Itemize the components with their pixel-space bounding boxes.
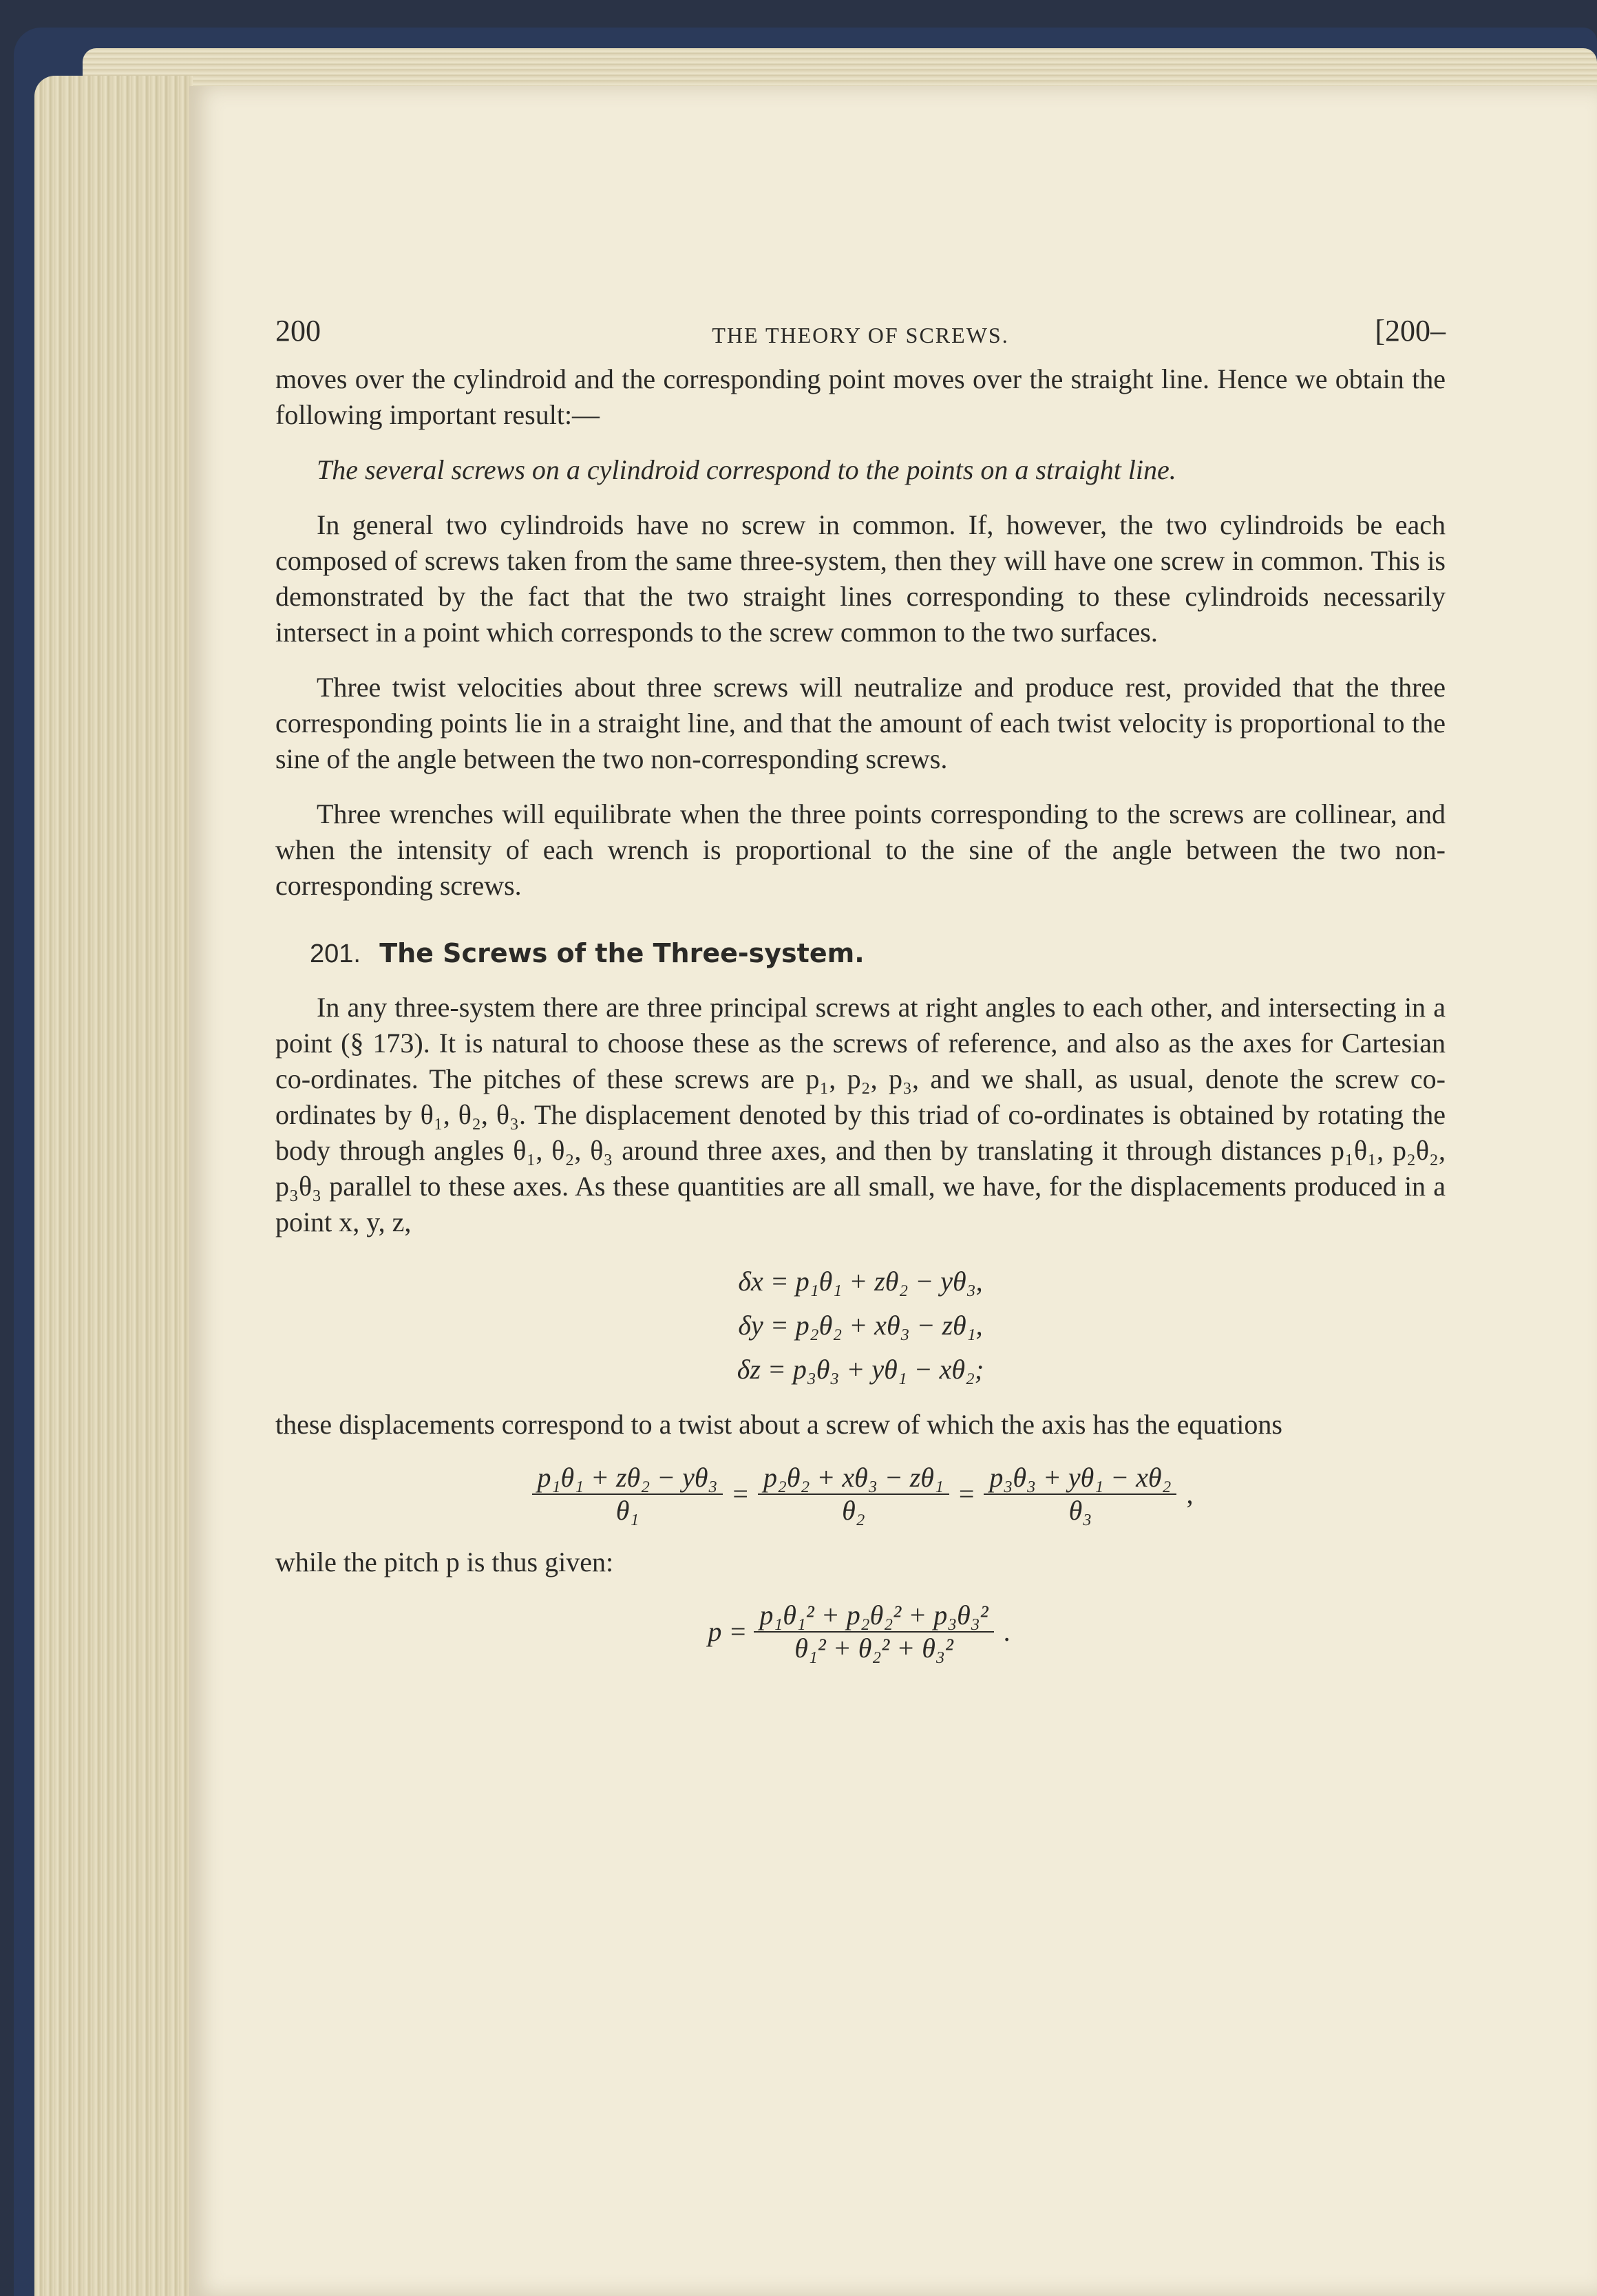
page-content — [275, 313, 1446, 1682]
equals-sign: = — [958, 1478, 975, 1509]
numerator: p₂θ₂ + xθ₃ − zθ₁ — [758, 1462, 949, 1495]
axis-equations — [275, 1462, 1446, 1527]
equation: δz = p₃θ₃ + yθ₁ − xθ₂; — [737, 1354, 984, 1385]
paragraph: Three twist velocities about three screws will neutralize and produce rest, provided that the three corresponding points lie in a straight line, and that the amount of each twist velocity is proportional to the sine of the angle between the two non-corresponding screws. — [275, 672, 1446, 774]
paragraph: In any three-system there are three principal screws at right angles to each other, and intersecting in a point (§ 173). It is natural to choose these as the screws of reference, and also as the axes for Cartesian co-ordinates. The pitches of these screws are p₁, p₂, p₃, and we shall, as usual, denote the screw co-ordinates by θ₁, θ₂, θ₃. The displacement denoted by this triad of co-ordinates is obtained by rotating the body through angles θ₁, θ₂, θ₃ around three axes, and then by translating it through distances p₁θ₁, p₂θ₂, p₃θ₃ parallel to these axes. As these quantities are all small, we have, for the displacements produced in a point x, y, z, — [275, 992, 1446, 1237]
numerator: p₃θ₃ + yθ₁ − xθ₂ — [984, 1462, 1176, 1495]
fraction — [532, 1462, 723, 1527]
paragraph: while the pitch p is thus given: — [275, 1546, 614, 1577]
period: . — [1003, 1616, 1011, 1647]
section-number: 201. — [310, 939, 361, 968]
equation: δy = p₂θ₂ + xθ₃ − zθ₁, — [738, 1310, 983, 1341]
fraction — [758, 1462, 949, 1527]
numerator: p₁θ₁² + p₂θ₂² + p₃θ₃² — [754, 1599, 993, 1633]
paragraph: In general two cylindroids have no screw in common. If, however, the two cylindroids be each composed of screws taken from the same three-system, then they will have one screw in common. This is demonstrated by the fact that the two straight lines corresponding to these cylindroids necessarily intersect in a point which corresponds to the screw common to the two surfaces. — [275, 509, 1446, 648]
denominator: θ₁² + θ₂² + θ₃² — [794, 1633, 953, 1663]
comma: , — [1186, 1478, 1194, 1509]
pitch-equation — [275, 1599, 1446, 1664]
fraction — [984, 1462, 1176, 1527]
page-number: 200 — [275, 314, 321, 348]
section-reference: [200– — [1375, 314, 1446, 348]
paragraph: Three wrenches will equilibrate when the three points corresponding to the screws are collinear, and when the intensity of each wrench is proportional to the sine of the angle between the two non-corresponding screws. — [275, 798, 1446, 901]
displacement-equations — [275, 1259, 1446, 1392]
paragraph: moves over the cylindroid and the corresponding point moves over the straight line. Hence we obtain the following important result:— — [275, 363, 1446, 430]
page-edges-top — [83, 48, 1597, 89]
section-heading — [310, 935, 1446, 972]
section-title: The Screws of the Three-system. — [379, 938, 865, 968]
italic-result: The several screws on a cylindroid correspond to the points on a straight line. — [317, 454, 1176, 485]
denominator: θ₂ — [842, 1495, 865, 1526]
fraction — [754, 1599, 993, 1664]
pitch-lhs: p = — [708, 1616, 748, 1647]
denominator: θ₃ — [1068, 1495, 1092, 1526]
numerator: p₁θ₁ + zθ₂ − yθ₃ — [532, 1462, 723, 1495]
page-header — [275, 313, 1446, 361]
page-edges-left — [34, 76, 193, 2296]
equation: δx = p₁θ₁ + zθ₂ − yθ₃, — [738, 1266, 983, 1297]
denominator: θ₁ — [615, 1495, 639, 1526]
paragraph: these displacements correspond to a twist about a screw of which the axis has the equations — [275, 1409, 1282, 1440]
running-title: THE THEORY OF SCREWS. — [712, 323, 1009, 348]
equals-sign: = — [732, 1478, 748, 1509]
